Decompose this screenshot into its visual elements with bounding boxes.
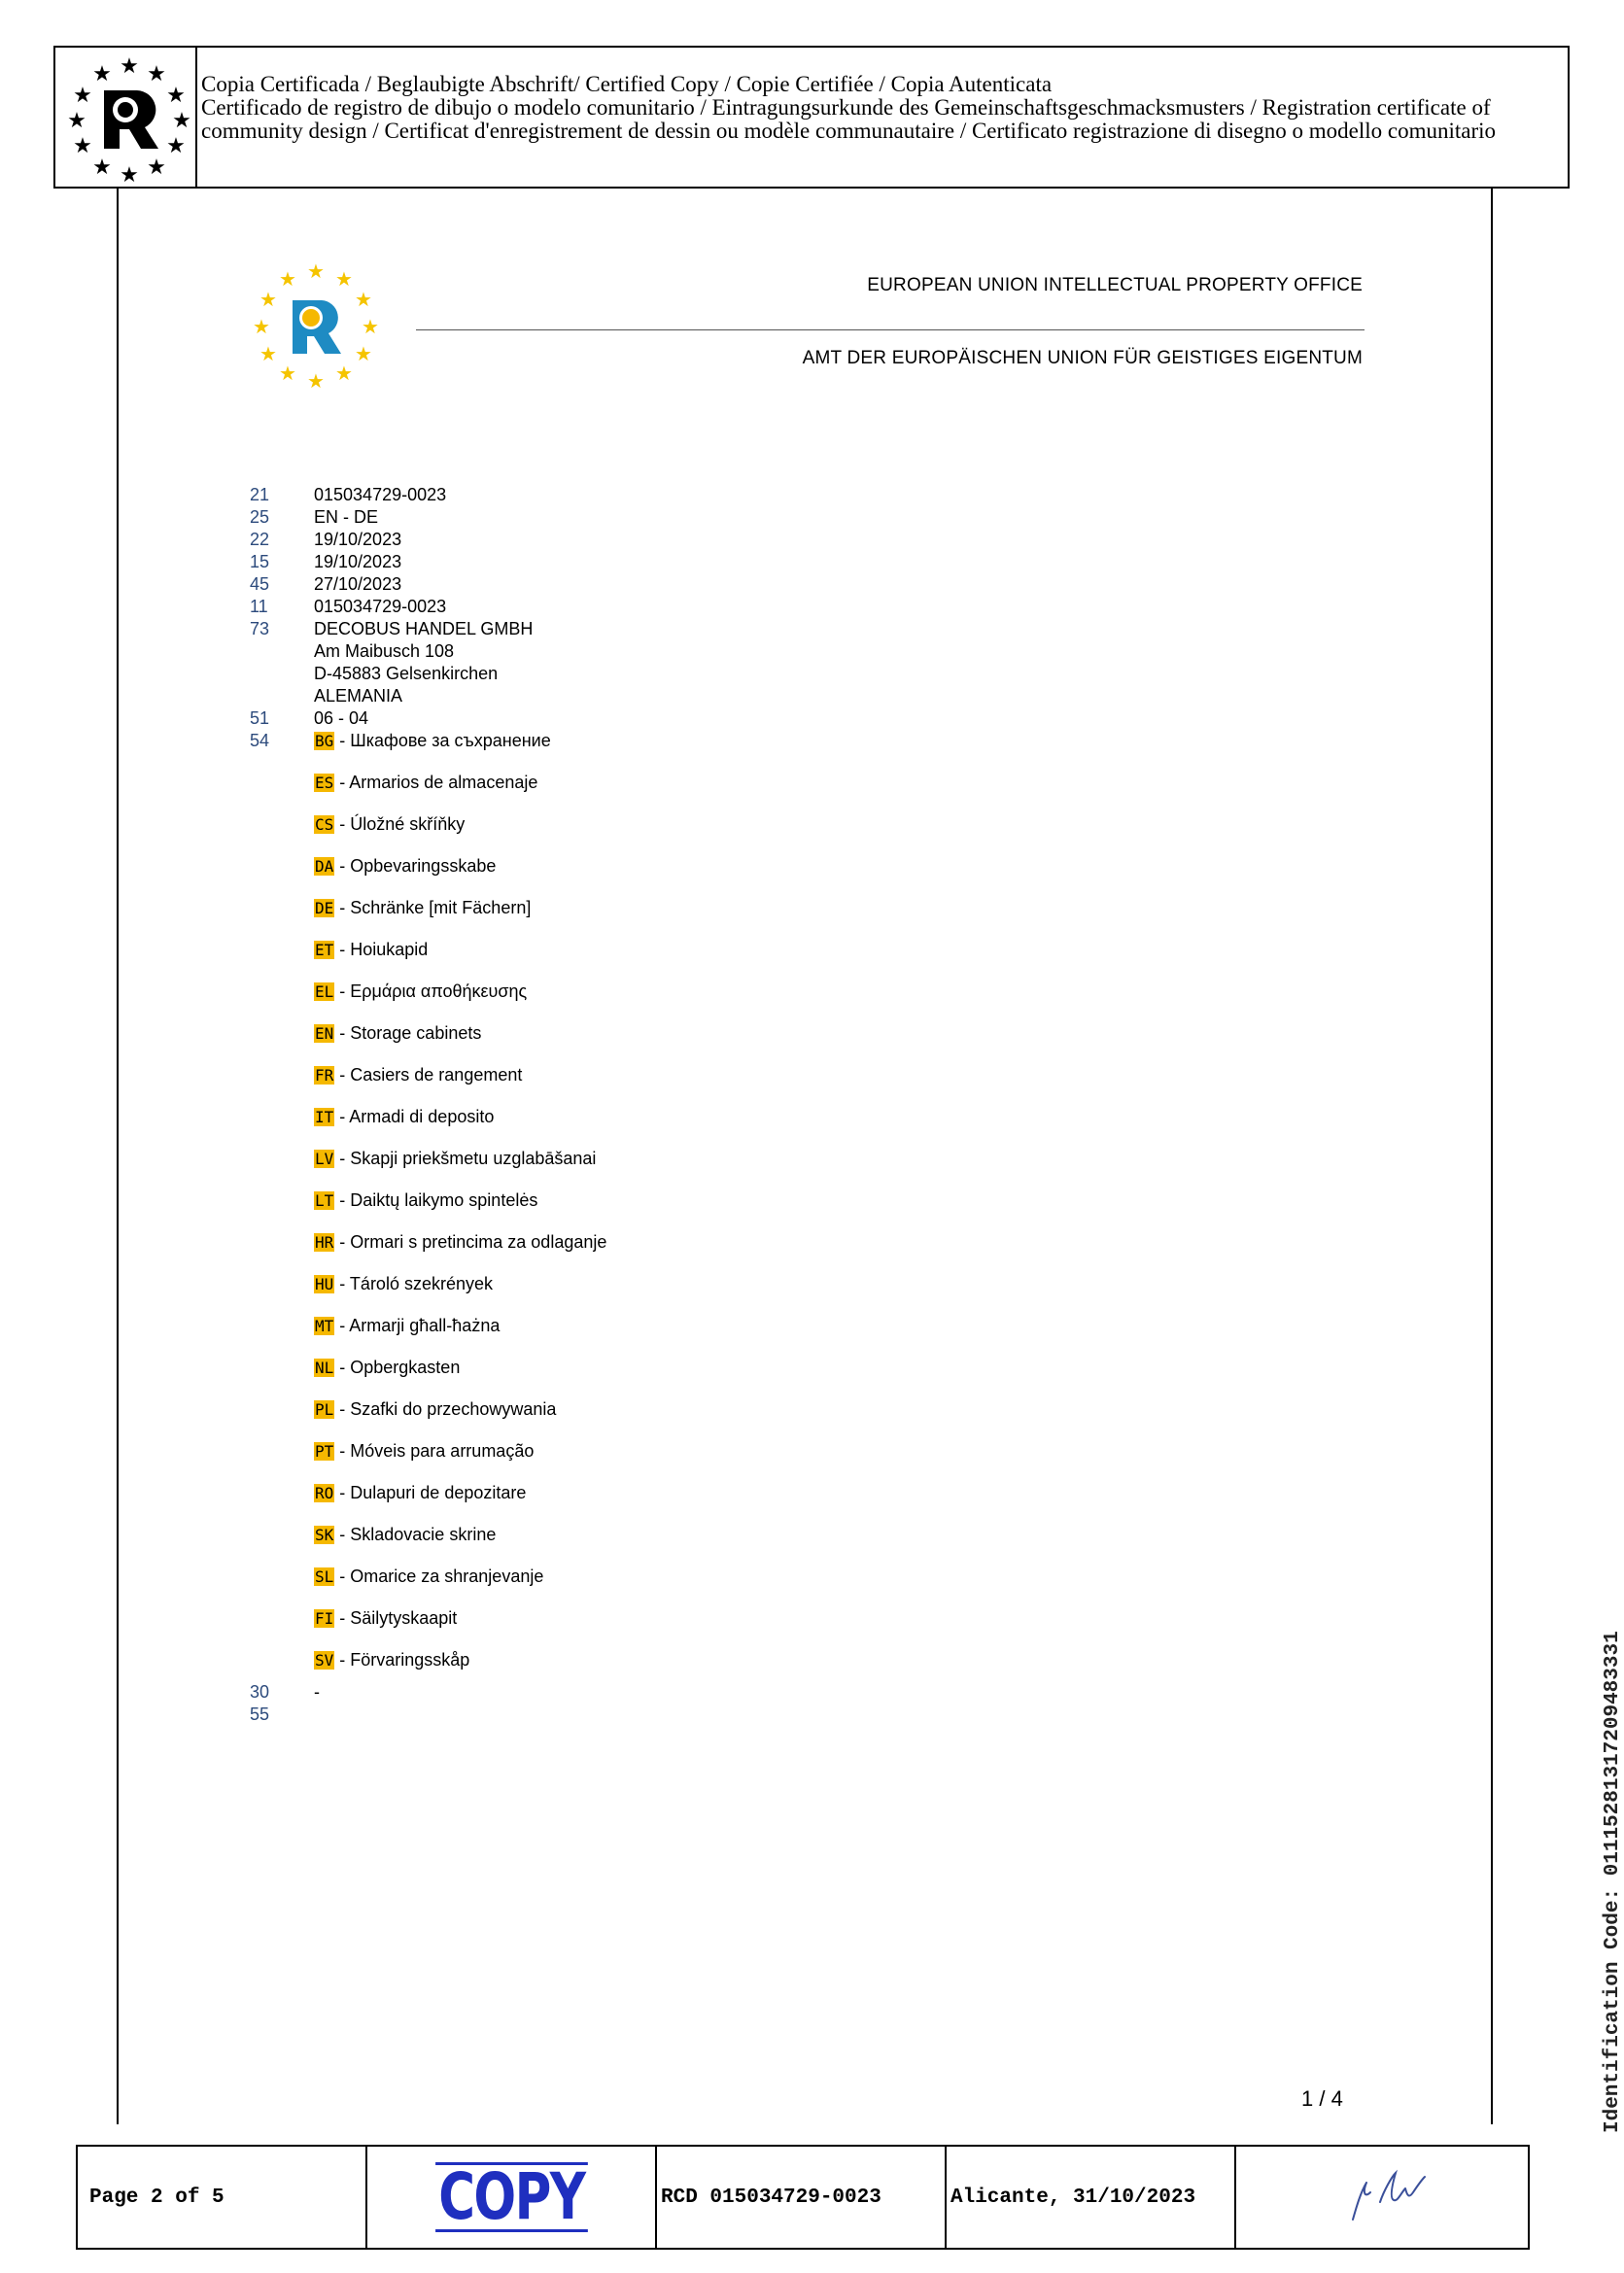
office-divider [416, 329, 1365, 330]
field-value: 27/10/2023 [314, 574, 402, 594]
indication-item [314, 1566, 606, 1588]
language-badge: SK [315, 1526, 334, 1544]
field-row [250, 551, 606, 573]
indication-item [314, 1106, 606, 1128]
language-badge: LV [315, 1150, 334, 1168]
svg-text:★: ★ [259, 342, 277, 365]
indication-item [314, 855, 606, 878]
svg-text:★: ★ [355, 288, 372, 311]
indication-text: - Casiers de rangement [334, 1065, 523, 1085]
language-badge: NL [315, 1359, 334, 1377]
indication-item [314, 1315, 606, 1337]
language-badge: HR [315, 1233, 334, 1252]
footer-stamp-cell [367, 2147, 657, 2248]
indication-text: - Dulapuri de depozitare [334, 1483, 527, 1502]
header-logo-cell [55, 48, 197, 187]
indication-item [314, 1607, 606, 1630]
indication-text: - Szafki do przechowywania [334, 1399, 557, 1419]
field-code: 54 [250, 731, 270, 750]
footer-place-date-cell [947, 2147, 1236, 2248]
indication-text: - Schränke [mit Fächern] [334, 898, 532, 917]
holder-name: DECOBUS HANDEL GMBH [314, 619, 534, 638]
indication-text: - Omarice za shranjevanje [334, 1567, 544, 1586]
indication-text: - Шкафове за съхранение [334, 731, 551, 750]
holder-row [250, 618, 606, 707]
svg-text:★: ★ [166, 134, 186, 158]
indication-item [314, 1273, 606, 1295]
field-code: 30 [250, 1682, 270, 1702]
svg-text:★: ★ [120, 54, 139, 79]
indication-text: - Armadi di deposito [334, 1107, 495, 1126]
language-badge: LT [315, 1191, 334, 1210]
svg-text:★: ★ [166, 84, 186, 108]
svg-text:★: ★ [73, 84, 92, 108]
language-badge: CS [315, 815, 334, 834]
field-row [250, 529, 606, 551]
indication-text: - Opbergkasten [334, 1358, 461, 1377]
field-code: 73 [250, 619, 270, 638]
holder-street: Am Maibusch 108 [314, 641, 455, 661]
holder-country: ALEMANIA [314, 686, 403, 706]
indication-item [314, 730, 606, 752]
field-row [250, 573, 606, 596]
footer-page-cell [78, 2147, 367, 2248]
indication-text: - Säilytyskaapit [334, 1608, 458, 1628]
field-value: 06 - 04 [314, 708, 369, 728]
svg-text:★: ★ [307, 259, 325, 283]
indication-item [314, 1440, 606, 1463]
svg-text:★: ★ [147, 62, 166, 86]
header-certification-text [197, 48, 1562, 187]
language-badge: IT [315, 1108, 334, 1126]
indication-item [314, 1649, 606, 1671]
language-badge: PT [315, 1442, 334, 1461]
indication-item [314, 1064, 606, 1086]
indication-text: - Opbevaringsskabe [334, 856, 497, 876]
language-badge: EN [315, 1024, 334, 1043]
field-code: 51 [250, 708, 270, 728]
field-value: 19/10/2023 [314, 530, 402, 549]
indication-item [314, 813, 606, 836]
office-name-de: AMT DER EUROPÄISCHEN UNION FÜR GEISTIGES EIGENTUM [802, 348, 1363, 368]
indication-item [314, 772, 606, 794]
indication-item [314, 1189, 606, 1212]
svg-text:★: ★ [67, 109, 86, 133]
indication-text: - Móveis para arrumação [334, 1441, 535, 1461]
signature-icon [1324, 2163, 1440, 2231]
svg-text:★: ★ [92, 62, 112, 86]
indication-item [314, 1231, 606, 1254]
indication-text: - Daiktų laikymo spintelės [334, 1190, 538, 1210]
language-badge: SL [315, 1567, 334, 1586]
indication-item [314, 939, 606, 961]
svg-text:★: ★ [259, 288, 277, 311]
footer-rcd-cell [657, 2147, 947, 2248]
svg-text:★: ★ [307, 369, 325, 393]
field-code: 22 [250, 530, 270, 549]
field-code: 45 [250, 574, 270, 594]
page-count: 1 / 4 [1301, 2086, 1343, 2111]
footer-place-date: Alicante, 31/10/2023 [950, 2186, 1196, 2209]
holder-address [314, 618, 533, 707]
header-line-2: Certificado de registro de dibujo o modelo comunitario / Eintragungsurkunde des Gemeinschaftsgeschmacksmusters / Registration certificate of community design / Certificat d'enregistrement de dessin ou modèle communautaire / Certificato registrazione di disegno o modello comunitario [201, 95, 1497, 143]
field-value: - [314, 1682, 320, 1702]
footer-page-number: Page 2 of 5 [89, 2186, 225, 2209]
svg-text:★: ★ [92, 155, 112, 180]
field-value: EN - DE [314, 507, 379, 527]
language-badge: DE [315, 899, 334, 917]
indication-item [314, 1148, 606, 1170]
svg-text:★: ★ [120, 163, 139, 188]
indication-row [250, 730, 606, 1681]
field-row [250, 707, 606, 730]
svg-text:★: ★ [147, 155, 166, 180]
field-row [250, 506, 606, 529]
indication-text: - Armarji għall-ħażna [334, 1316, 501, 1335]
indication-text: - Ερμάρια αποθήκευσης [334, 982, 528, 1001]
header-line-1: Copia Certificada / Beglaubigte Abschrift/ Certified Copy / Copie Certifiée / Copia Autenticata [201, 72, 1053, 96]
language-badge: BG [315, 732, 334, 750]
language-badge: ES [315, 774, 334, 792]
svg-text:★: ★ [279, 267, 296, 291]
svg-text:★: ★ [355, 342, 372, 365]
indication-text: - Skladovacie skrine [334, 1525, 497, 1544]
language-badge: RO [315, 1484, 334, 1502]
field-value: 015034729-0023 [314, 597, 447, 616]
field-code: 11 [250, 597, 268, 616]
indication-item [314, 1524, 606, 1546]
svg-text:★: ★ [335, 267, 353, 291]
svg-text:★: ★ [279, 362, 296, 385]
office-name-en: EUROPEAN UNION INTELLECTUAL PROPERTY OFFICE [867, 275, 1363, 295]
svg-text:★: ★ [362, 315, 379, 338]
svg-text:★: ★ [172, 109, 191, 133]
language-badge: ET [315, 941, 334, 959]
eu-stars-logo-icon [61, 50, 197, 189]
certified-copy-header [53, 46, 1570, 189]
indication-text: - Förvaringsskåp [334, 1650, 470, 1670]
language-badge: HU [315, 1275, 334, 1293]
footer-signature-cell [1236, 2147, 1528, 2248]
indication-item [314, 897, 606, 919]
indication-text: - Armarios de almacenaje [334, 773, 538, 792]
registration-fields [250, 484, 606, 1726]
language-badge: EL [315, 982, 334, 1001]
indication-item [314, 981, 606, 1003]
field-value: 19/10/2023 [314, 552, 402, 571]
indication-item [314, 1482, 606, 1504]
indication-text: - Storage cabinets [334, 1023, 482, 1043]
euipo-logo-icon [250, 259, 382, 392]
field-row [250, 484, 606, 506]
svg-text:★: ★ [253, 315, 270, 338]
field-code: 55 [250, 1705, 270, 1724]
indication-text: - Ormari s pretincima za odlaganje [334, 1232, 607, 1252]
indication-item [314, 1357, 606, 1379]
identification-code: Identification Code: 01115281317209483331 [1602, 1631, 1624, 2133]
language-badge: MT [315, 1317, 334, 1335]
certification-footer [76, 2145, 1530, 2250]
product-indications [314, 730, 606, 1681]
copy-stamp: COPY [435, 2162, 588, 2232]
language-badge: DA [315, 857, 334, 876]
indication-text: - Úložné skříňky [334, 814, 466, 834]
language-badge: SV [315, 1651, 334, 1670]
field-code: 15 [250, 552, 270, 571]
field-row [250, 596, 606, 618]
indication-item [314, 1398, 606, 1421]
indication-item [314, 1022, 606, 1045]
holder-city: D-45883 Gelsenkirchen [314, 664, 499, 683]
language-badge: FR [315, 1066, 334, 1085]
field-row [250, 1704, 606, 1726]
indication-text: - Skapji priekšmetu uzglabāšanai [334, 1149, 597, 1168]
footer-rcd-number: RCD 015034729-0023 [661, 2186, 881, 2209]
field-code: 25 [250, 507, 270, 527]
field-code: 21 [250, 485, 270, 504]
indication-text: - Hoiukapid [334, 940, 429, 959]
indication-text: - Tároló szekrények [334, 1274, 493, 1293]
language-badge: FI [315, 1609, 334, 1628]
svg-text:★: ★ [335, 362, 353, 385]
language-badge: PL [315, 1400, 334, 1419]
field-row [250, 1681, 606, 1704]
field-value: 015034729-0023 [314, 485, 447, 504]
svg-text:★: ★ [73, 134, 92, 158]
